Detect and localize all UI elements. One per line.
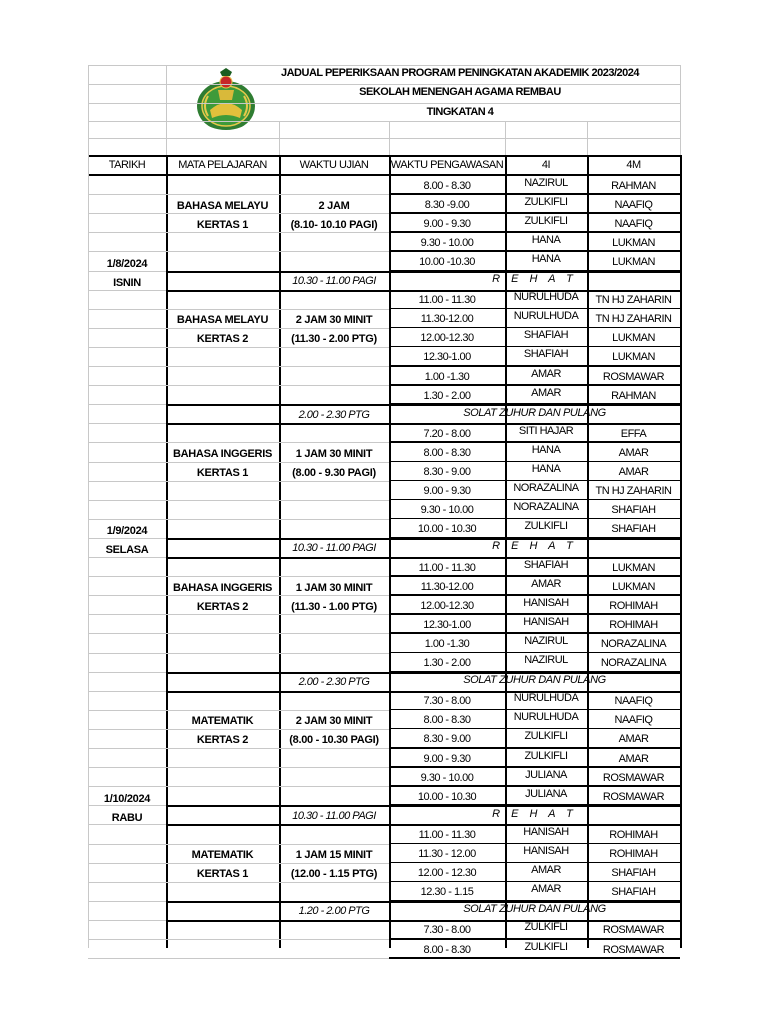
exam-duration: 2 JAM 30 MINIT bbox=[295, 314, 373, 327]
invigilator-4m: TN HJ ZAHARIN bbox=[595, 294, 672, 307]
invigilator-4i: HANISAH bbox=[523, 845, 569, 858]
grid-line bbox=[88, 155, 89, 948]
invigilator-4i: NURULHUDA bbox=[513, 310, 579, 323]
supervision-slot: 1.00 -1.30 bbox=[424, 370, 470, 383]
grid-line bbox=[88, 309, 166, 310]
grid-line bbox=[279, 155, 281, 948]
invigilator-4i: NAZIRUL bbox=[524, 654, 568, 667]
grid-line bbox=[166, 366, 389, 367]
break-time: 2.00 - 2.30 PTG bbox=[298, 676, 370, 689]
grid-line bbox=[389, 461, 680, 463]
grid-line bbox=[166, 748, 389, 749]
grid-line bbox=[389, 575, 680, 577]
grid-line bbox=[166, 500, 389, 501]
invigilator-4i: ZULKIFLI bbox=[524, 921, 568, 934]
col-waktu-pengawasan: WAKTU PENGAWASAN bbox=[390, 159, 504, 171]
invigilator-4m: LUKMAN bbox=[612, 255, 655, 268]
grid-line bbox=[166, 519, 389, 520]
supervision-slot: 7.20 - 8.00 bbox=[423, 427, 471, 440]
grid-line bbox=[88, 576, 166, 577]
grid-line bbox=[88, 347, 166, 348]
exam-weekday: RABU bbox=[111, 811, 143, 824]
supervision-slot: 8.00 - 8.30 bbox=[423, 714, 471, 727]
exam-duration: 2 JAM bbox=[318, 199, 350, 212]
grid-line bbox=[389, 212, 680, 214]
grid-line bbox=[279, 121, 280, 156]
invigilator-4m: LUKMAN bbox=[612, 351, 655, 364]
grid-line bbox=[505, 121, 506, 156]
subject-name: BAHASA MELAYU bbox=[176, 199, 269, 212]
invigilator-4m: NORAZALINA bbox=[600, 637, 667, 650]
grid-line bbox=[389, 231, 680, 233]
exam-duration: 1 JAM 30 MINIT bbox=[295, 447, 373, 460]
grid-line bbox=[166, 729, 389, 730]
invigilator-4m: LUKMAN bbox=[612, 236, 655, 249]
grid-line bbox=[88, 901, 166, 902]
grid-line bbox=[166, 882, 389, 883]
supervision-slot: 10.00 - 10.30 bbox=[417, 523, 477, 536]
grid-line bbox=[88, 481, 166, 482]
grid-line bbox=[389, 709, 680, 711]
invigilator-4i: ZULKIFLI bbox=[524, 749, 568, 762]
invigilator-4m: ROSMAWAR bbox=[602, 924, 665, 937]
invigilator-4m: LUKMAN bbox=[612, 332, 655, 345]
supervision-slot: 8.30 -9.00 bbox=[424, 198, 470, 211]
supervision-slot: 1.00 -1.30 bbox=[424, 637, 470, 650]
grid-line bbox=[88, 290, 166, 291]
grid-line bbox=[166, 309, 389, 310]
grid-line bbox=[166, 290, 680, 292]
grid-line bbox=[166, 767, 389, 768]
grid-line bbox=[166, 65, 167, 156]
exam-duration: 1 JAM 15 MINIT bbox=[295, 849, 373, 862]
supervision-slot: 9.30 - 10.00 bbox=[420, 504, 474, 517]
subject-paper: KERTAS 1 bbox=[196, 218, 249, 231]
col-waktu-ujian: WAKTU UJIAN bbox=[299, 159, 369, 171]
grid-line bbox=[88, 366, 166, 367]
form-level: TINGKATAN 4 bbox=[426, 106, 494, 118]
grid-line bbox=[389, 613, 680, 615]
supervision-slot: 12.30 - 1.15 bbox=[420, 886, 474, 899]
invigilator-4i: HANISAH bbox=[523, 596, 569, 609]
supervision-slot: 11.00 - 11.30 bbox=[418, 828, 476, 841]
grid-line bbox=[389, 250, 680, 252]
grid-line bbox=[88, 155, 680, 157]
grid-line bbox=[166, 786, 389, 787]
grid-line bbox=[88, 805, 166, 806]
invigilator-4m: AMAR bbox=[618, 466, 649, 479]
exam-date: 1/8/2024 bbox=[106, 257, 148, 270]
grid-line bbox=[88, 767, 166, 768]
grid-line bbox=[88, 138, 680, 139]
grid-line bbox=[88, 271, 166, 272]
grid-line bbox=[88, 65, 680, 66]
grid-line bbox=[166, 576, 389, 577]
subject-paper: KERTAS 2 bbox=[196, 734, 249, 747]
invigilator-4m: ROSMAWAR bbox=[602, 943, 665, 956]
grid-line bbox=[166, 232, 389, 233]
exam-time: (8.10- 10.10 PAGI) bbox=[290, 218, 378, 231]
grid-line bbox=[88, 538, 166, 539]
grid-line bbox=[389, 881, 680, 883]
grid-line bbox=[166, 863, 389, 864]
invigilator-4m: SHAFIAH bbox=[611, 523, 656, 536]
grid-line bbox=[389, 938, 680, 940]
break-time: 1.20 - 2.00 PTG bbox=[298, 905, 370, 918]
invigilator-4m: AMAR bbox=[618, 733, 649, 746]
grid-line bbox=[389, 785, 680, 787]
grid-line bbox=[166, 423, 680, 425]
invigilator-4m: LUKMAN bbox=[612, 580, 655, 593]
grid-line bbox=[389, 193, 680, 195]
break-label: SOLAT ZUHUR DAN PULANG bbox=[463, 406, 606, 419]
subject-name: MATEMATIK bbox=[191, 715, 254, 728]
grid-line bbox=[88, 595, 166, 596]
grid-line bbox=[166, 481, 389, 482]
grid-line bbox=[389, 441, 680, 443]
exam-date: 1/10/2024 bbox=[103, 792, 151, 805]
invigilator-4m: ROSMAWAR bbox=[602, 790, 665, 803]
invigilator-4i: NAZIRUL bbox=[524, 634, 568, 647]
exam-time: (8.00 - 9.30 PAGI) bbox=[292, 467, 376, 480]
grid-line bbox=[88, 882, 166, 883]
break-label: R E H A T bbox=[492, 807, 577, 820]
grid-line bbox=[587, 121, 588, 156]
supervision-slot: 8.00 - 8.30 bbox=[423, 943, 471, 956]
invigilator-4i: AMAR bbox=[531, 883, 561, 896]
invigilator-4i: ZULKIFLI bbox=[524, 730, 568, 743]
invigilator-4i: AMAR bbox=[531, 367, 561, 380]
grid-line bbox=[88, 844, 166, 845]
grid-line bbox=[389, 365, 680, 367]
grid-line bbox=[88, 958, 166, 959]
invigilator-4i: HANA bbox=[531, 233, 561, 246]
grid-line bbox=[166, 710, 389, 711]
invigilator-4i: NAZIRUL bbox=[524, 176, 568, 189]
grid-line bbox=[166, 251, 389, 252]
grid-line bbox=[166, 347, 389, 348]
grid-line bbox=[166, 155, 168, 948]
invigilator-4i: JULIANA bbox=[525, 787, 567, 800]
grid-line bbox=[88, 213, 166, 214]
supervision-slot: 8.00 - 8.30 bbox=[423, 446, 471, 459]
grid-line bbox=[166, 271, 680, 273]
subject-paper: KERTAS 1 bbox=[196, 868, 249, 881]
grid-line bbox=[88, 691, 166, 692]
supervision-slot: 7.30 - 8.00 bbox=[423, 924, 471, 937]
subject-name: BAHASA INGGERIS bbox=[173, 581, 272, 594]
exam-duration: 1 JAM 30 MINIT bbox=[295, 581, 373, 594]
grid-line bbox=[88, 328, 166, 329]
invigilator-4m: ROHIMAH bbox=[609, 848, 658, 861]
grid-line bbox=[88, 500, 166, 501]
grid-line bbox=[88, 519, 166, 520]
break-time: 2.00 - 2.30 PTG bbox=[298, 408, 370, 421]
supervision-slot: 10.00 - 10.30 bbox=[417, 790, 477, 803]
break-label: SOLAT ZUHUR DAN PULANG bbox=[463, 903, 606, 916]
subject-name: BAHASA MELAYU bbox=[176, 314, 269, 327]
grid-line bbox=[88, 672, 166, 673]
grid-line bbox=[88, 557, 166, 558]
invigilator-4i: ZULKIFLI bbox=[524, 214, 568, 227]
invigilator-4i: HANISAH bbox=[523, 615, 569, 628]
invigilator-4m: SHAFIAH bbox=[611, 504, 656, 517]
grid-line bbox=[389, 652, 680, 654]
grid-line bbox=[166, 194, 389, 195]
supervision-slot: 11.30 - 12.00 bbox=[418, 848, 476, 861]
grid-line bbox=[587, 155, 589, 948]
invigilator-4i: SITI HAJAR bbox=[518, 424, 574, 437]
invigilator-4i: NURULHUDA bbox=[513, 291, 579, 304]
invigilator-4m: NAAFIQ bbox=[614, 714, 653, 727]
grid-line bbox=[166, 824, 680, 826]
invigilator-4i: SHAFIAH bbox=[523, 329, 569, 342]
exam-time: (8.00 - 10.30 PAGI) bbox=[289, 734, 379, 747]
invigilator-4m: RAHMAN bbox=[611, 389, 656, 402]
supervision-slot: 12.30-1.00 bbox=[423, 351, 471, 364]
grid-line bbox=[389, 594, 680, 596]
invigilator-4m: TN HJ ZAHARIN bbox=[595, 485, 672, 498]
supervision-slot: 12.30-1.00 bbox=[423, 618, 471, 631]
invigilator-4m: NORAZALINA bbox=[600, 657, 667, 670]
grid-line bbox=[389, 957, 680, 959]
grid-line bbox=[166, 920, 680, 922]
subject-name: MATEMATIK bbox=[191, 849, 254, 862]
supervision-slot: 1.30 - 2.00 bbox=[423, 389, 471, 402]
invigilator-4m: ROHIMAH bbox=[609, 618, 658, 631]
break-time: 10.30 - 11.00 PAGI bbox=[292, 275, 376, 288]
grid-line bbox=[88, 121, 680, 122]
grid-line bbox=[88, 65, 89, 156]
supervision-slot: 10.00 -10.30 bbox=[419, 255, 475, 268]
supervision-slot: 1.30 - 2.00 bbox=[423, 657, 471, 670]
supervision-slot: 9.00 - 9.30 bbox=[423, 485, 471, 498]
supervision-slot: 7.30 - 8.00 bbox=[423, 695, 471, 708]
invigilator-4i: AMAR bbox=[531, 577, 561, 590]
grid-line bbox=[166, 805, 680, 807]
invigilator-4m: ROSMAWAR bbox=[602, 370, 665, 383]
grid-line bbox=[88, 423, 166, 424]
invigilator-4i: HANA bbox=[531, 443, 561, 456]
invigilator-4m: ROSMAWAR bbox=[602, 771, 665, 784]
grid-line bbox=[166, 442, 389, 443]
grid-line bbox=[166, 538, 680, 540]
grid-line bbox=[680, 155, 682, 948]
grid-line bbox=[88, 614, 166, 615]
supervision-slot: 8.30 - 9.00 bbox=[423, 466, 471, 479]
grid-line bbox=[389, 384, 680, 386]
invigilator-4i: ZULKIFLI bbox=[524, 940, 568, 953]
break-time: 10.30 - 11.00 PAGI bbox=[292, 809, 376, 822]
grid-line bbox=[389, 747, 680, 749]
invigilator-4i: SHAFIAH bbox=[523, 348, 569, 361]
grid-line bbox=[88, 729, 166, 730]
supervision-slot: 11.00 - 11.30 bbox=[418, 561, 476, 574]
invigilator-4m: NAAFIQ bbox=[614, 217, 653, 230]
invigilator-4m: ROHIMAH bbox=[609, 828, 658, 841]
school-crest-icon bbox=[196, 66, 256, 134]
supervision-slot: 12.00 - 12.30 bbox=[417, 867, 477, 880]
invigilator-4m: AMAR bbox=[618, 752, 649, 765]
grid-line bbox=[88, 194, 166, 195]
invigilator-4i: HANA bbox=[531, 463, 561, 476]
grid-line bbox=[88, 710, 166, 711]
supervision-slot: 11.30-12.00 bbox=[420, 580, 474, 593]
grid-line bbox=[88, 653, 166, 654]
break-label: R E H A T bbox=[492, 540, 577, 553]
grid-line bbox=[389, 728, 680, 730]
grid-line bbox=[88, 863, 166, 864]
invigilator-4i: NORAZALINA bbox=[513, 501, 579, 514]
supervision-slot: 9.30 - 10.00 bbox=[420, 236, 474, 249]
supervision-slot: 9.00 - 9.30 bbox=[423, 752, 471, 765]
invigilator-4i: AMAR bbox=[531, 864, 561, 877]
break-time: 10.30 - 11.00 PAGI bbox=[292, 542, 376, 555]
supervision-slot: 12.00-12.30 bbox=[420, 599, 474, 612]
grid-line bbox=[88, 84, 680, 85]
col-4i: 4I bbox=[541, 159, 551, 171]
grid-line bbox=[88, 633, 166, 634]
grid-line bbox=[389, 346, 680, 348]
invigilator-4i: ZULKIFLI bbox=[524, 520, 568, 533]
grid-line bbox=[389, 499, 680, 501]
grid-line bbox=[88, 174, 680, 176]
supervision-slot: 9.30 - 10.00 bbox=[420, 771, 474, 784]
invigilator-4i: SHAFIAH bbox=[523, 558, 569, 571]
grid-line bbox=[166, 595, 389, 596]
grid-line bbox=[166, 557, 680, 559]
exam-time: (12.00 - 1.15 PTG) bbox=[290, 868, 378, 881]
grid-line bbox=[389, 766, 680, 768]
grid-line bbox=[166, 653, 389, 654]
exam-weekday: SELASA bbox=[105, 544, 149, 557]
invigilator-4i: ZULKIFLI bbox=[524, 195, 568, 208]
grid-line bbox=[166, 614, 389, 615]
grid-line bbox=[389, 308, 680, 310]
invigilator-4m: TN HJ ZAHARIN bbox=[595, 313, 672, 326]
supervision-slot: 11.30-12.00 bbox=[420, 313, 474, 326]
invigilator-4i: NURULHUDA bbox=[513, 692, 579, 705]
grid-line bbox=[166, 385, 389, 386]
break-label: R E H A T bbox=[492, 273, 577, 286]
grid-line bbox=[166, 939, 389, 940]
exam-duration: 2 JAM 30 MINIT bbox=[295, 715, 373, 728]
break-label: SOLAT ZUHUR DAN PULANG bbox=[463, 674, 606, 687]
subject-name: BAHASA INGGERIS bbox=[173, 447, 272, 460]
grid-line bbox=[389, 843, 680, 845]
grid-line bbox=[389, 327, 680, 329]
invigilator-4i: NURULHUDA bbox=[513, 711, 579, 724]
supervision-slot: 8.30 - 9.00 bbox=[423, 733, 471, 746]
invigilator-4i: JULIANA bbox=[525, 768, 567, 781]
invigilator-4m: LUKMAN bbox=[612, 561, 655, 574]
invigilator-4m: SHAFIAH bbox=[611, 867, 656, 880]
col-tarikh: TARIKH bbox=[108, 159, 146, 171]
supervision-slot: 9.00 - 9.30 bbox=[423, 217, 471, 230]
supervision-slot: 8.00 - 8.30 bbox=[423, 179, 471, 192]
supervision-slot: 12.00-12.30 bbox=[420, 332, 474, 345]
grid-line bbox=[166, 462, 389, 463]
grid-line bbox=[389, 480, 680, 482]
exam-time: (11.30 - 2.00 PTG) bbox=[291, 333, 377, 346]
invigilator-4m: AMAR bbox=[618, 446, 649, 459]
invigilator-4m: SHAFIAH bbox=[611, 886, 656, 899]
grid-line bbox=[88, 385, 166, 386]
school-name: SEKOLAH MENENGAH AGAMA REMBAU bbox=[359, 86, 561, 98]
invigilator-4m: ROHIMAH bbox=[609, 599, 658, 612]
col-4m: 4M bbox=[626, 159, 641, 171]
grid-line bbox=[88, 920, 166, 921]
grid-line bbox=[166, 633, 389, 634]
grid-line bbox=[166, 328, 389, 329]
grid-line bbox=[389, 518, 680, 520]
grid-line bbox=[389, 121, 390, 156]
invigilator-4i: AMAR bbox=[531, 386, 561, 399]
grid-line bbox=[88, 462, 166, 463]
exam-weekday: ISNIN bbox=[113, 277, 141, 290]
invigilator-4m: NAAFIQ bbox=[614, 695, 653, 708]
subject-paper: KERTAS 1 bbox=[196, 467, 249, 480]
invigilator-4i: HANA bbox=[531, 252, 561, 265]
grid-line bbox=[166, 213, 389, 214]
invigilator-4m: NAAFIQ bbox=[614, 198, 653, 211]
grid-line bbox=[88, 404, 166, 405]
invigilator-4m: RAHMAN bbox=[611, 179, 656, 192]
grid-line bbox=[389, 632, 680, 634]
grid-line bbox=[680, 65, 681, 156]
grid-line bbox=[166, 691, 680, 693]
grid-line bbox=[88, 939, 166, 940]
grid-line bbox=[88, 251, 166, 252]
grid-line bbox=[88, 786, 166, 787]
grid-line bbox=[88, 232, 166, 233]
invigilator-4i: NORAZALINA bbox=[513, 482, 579, 495]
grid-line bbox=[88, 103, 680, 104]
subject-paper: KERTAS 2 bbox=[196, 333, 249, 346]
grid-line bbox=[88, 442, 166, 443]
grid-line bbox=[88, 824, 166, 825]
invigilator-4i: HANISAH bbox=[523, 825, 569, 838]
grid-line bbox=[166, 958, 389, 959]
col-mata-pelajaran: MATA PELAJARAN bbox=[178, 159, 267, 171]
supervision-slot: 11.00 - 11.30 bbox=[418, 294, 476, 307]
invigilator-4m: EFFA bbox=[620, 427, 647, 440]
subject-paper: KERTAS 2 bbox=[196, 600, 249, 613]
grid-line bbox=[389, 155, 391, 948]
grid-line bbox=[88, 748, 166, 749]
timetable-title: JADUAL PEPERIKSAAN PROGRAM PENINGKATAN AKADEMIK 2023/2024 bbox=[281, 67, 639, 79]
grid-line bbox=[389, 862, 680, 864]
exam-date: 1/9/2024 bbox=[106, 525, 148, 538]
exam-time: (11.30 - 1.00 PTG) bbox=[291, 600, 377, 613]
grid-line bbox=[166, 844, 389, 845]
